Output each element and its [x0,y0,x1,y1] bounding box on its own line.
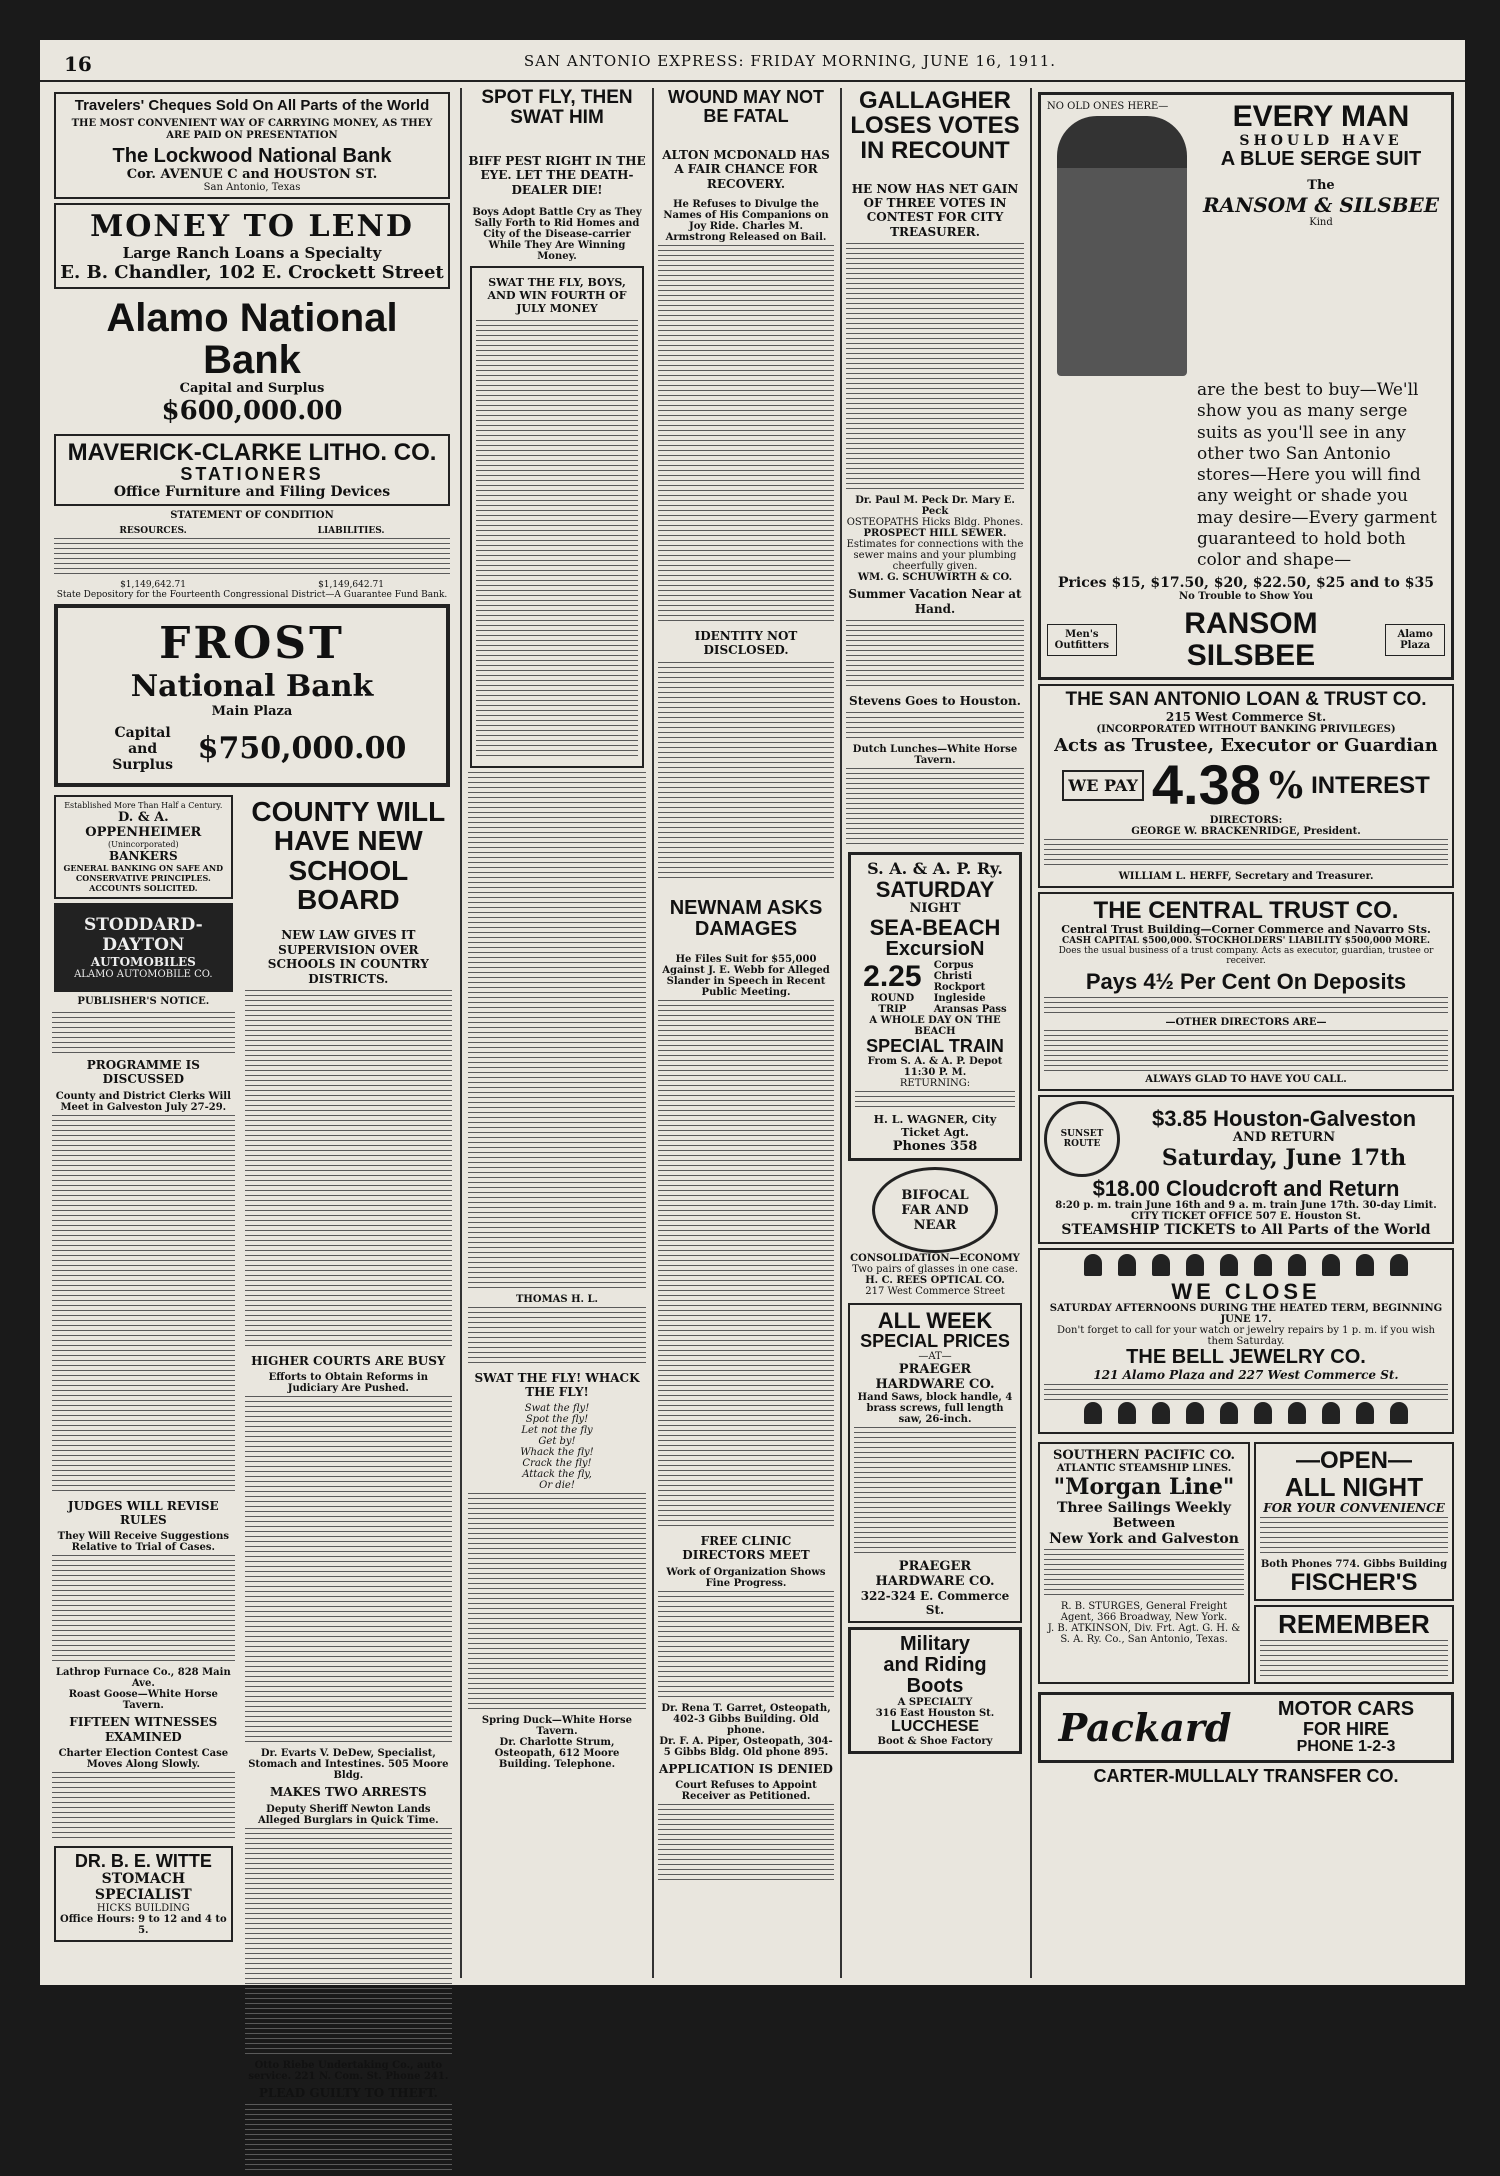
bell-icon [1220,1402,1238,1424]
money-to-lend-ad [54,203,450,289]
prog-head: PROGRAMME IS DISCUSSED [86,1057,200,1087]
notice-title: PUBLISHER'S NOTICE. [77,995,210,1007]
open-l1: —OPEN— [1295,1447,1412,1475]
poem-line: Spot the fly! [525,1414,589,1426]
lockwood-addr: Cor. AVENUE C and HOUSTON ST. [126,166,378,182]
poem-line: Let not the fly [521,1425,593,1437]
poem-title: SWAT THE FLY! WHACK THE FLY! [474,1370,640,1399]
oppenheimer-ad [54,795,233,899]
loan-sec: WILLIAM L. HERFF, Secretary and Treasurer. [1118,870,1374,882]
open-name: FISCHER'S [1290,1568,1418,1596]
rail-from: From S. A. & A. P. Depot 11:30 P. M. [867,1056,1003,1079]
witte-name: DR. B. E. WITTE [74,1851,212,1872]
close-note: Don't forget to call for your watch or jewelry repairs by 1 p. m. if you wish them Saturday. [1056,1325,1435,1348]
morgan-between: Between [1112,1516,1176,1532]
stoddard-sub: AUTOMOBILES [90,954,196,969]
bell-icon [1118,1254,1136,1276]
loan-pct: % [1268,764,1304,807]
strum-card: Dr. Charlotte Strum, Osteopath, 612 Moore Building. Telephone. [494,1737,620,1771]
stoddard-dayton-ad [54,903,233,992]
column-rule [840,88,842,1978]
column-3 [468,88,646,1770]
morgan-line-ad [1038,1442,1250,1684]
loan-addr: 215 West Commerce St. [1165,710,1327,725]
bell-icon [1084,1254,1102,1276]
bell-icon [1390,1254,1408,1276]
dewey-card: Dr. Evarts V. DeDew, Specialist, Stomach and Intestines. 505 Moore Bldg. [248,1748,449,1782]
denied-body [658,1804,834,1884]
lockwood-city: San Antonio, Texas [203,181,301,193]
county-head: COUNTY WILL HAVE NEW SCHOOL BOARD [251,795,446,915]
bifocal-sub: Two pairs of glasses in one case. [852,1264,1018,1276]
fischers-ad [1254,1442,1454,1601]
praeger-addr: 322-324 E. Commerce St. [860,1589,1010,1618]
higher-body [245,1396,452,1746]
bell-icon [1152,1254,1170,1276]
poem-line: Whack the fly! [520,1447,594,1459]
poem-line: Or die! [539,1480,575,1492]
money-agent: E. B. Chandler, 102 E. Crockett Street [60,261,444,283]
every-man-ad [1038,92,1454,680]
boots-name: LUCCHESE [890,1718,979,1736]
letter-body-2 [468,1307,646,1367]
boots-addr: 316 East Houston St. [875,1708,995,1720]
bell-icon [1118,1402,1136,1424]
arrests-sub: Deputy Sheriff Newton Lands Alleged Burglars in Quick Time. [257,1803,439,1826]
witnesses-body [52,1772,235,1842]
rail-dest: Aransas Pass [933,1004,1007,1016]
resources-total: $1,149,642.71 [120,579,186,590]
prog-sub: County and District Clerks Will Meet in Galveston July 27-29. [55,1090,231,1113]
frost-name: FROST [159,617,345,669]
open-body [1260,1517,1448,1557]
sp-office: CITY TICKET OFFICE 507 E. Houston St. [1131,1211,1361,1223]
sp-return: AND RETURN [1232,1130,1336,1146]
everyman-trouble: No Trouble to Show You [1178,591,1314,603]
identity-body [658,662,834,882]
morgan-atk: J. B. ATKINSON, Div. Frt. Agt. G. H. & S. A. Ry. Co., San Antonio, Texas. [1047,1623,1241,1646]
witte-bldg: HICKS BUILDING [96,1903,190,1915]
bell-icon [1254,1254,1272,1276]
rs-right: Alamo Plaza [1385,624,1445,656]
riebe-card: Otto Riebe Undertaking Co., auto service. 221 N. Com. St. Phone 241. [248,2059,449,2082]
everyman-brand: RANSOM & SILSBEE [1202,192,1440,217]
dutch-lunches: Dutch Lunches—White Horse Tavern. [852,744,1018,767]
remember-ad [1254,1605,1454,1684]
loan-director-list [1044,839,1448,869]
everyman-copy: are the best to buy—We'll show you as many serge suits as you'll see in any other two San Antonio stores—Here you will find any weight or shade you may desire—Every garment guaranteed to hold both color and shape— [1197,380,1437,570]
alamo-name: Alamo National Bank [106,295,398,382]
statement-lines [54,538,450,578]
roast-goose: Roast Goose—White Horse Tavern. [68,1689,218,1712]
column-4 [658,88,834,1886]
rail-exc1: SEA-BEACH [869,915,1001,941]
wound-head: WOUND MAY NOT BE FATAL [667,87,824,126]
rail-phones: Phones 358 [892,1139,978,1155]
money-title: MONEY TO LEND [90,208,414,244]
rs-logo: RANSOM SILSBEE [1184,607,1318,672]
wound-body [658,245,834,625]
spot-sub2: Boys Adopt Battle Cry as They Sally Forth to Rid Homes and City of the Disease-carrier While They Are Winning Money. [472,207,642,263]
boots-l2: and Riding [883,1654,987,1677]
liabilities-label: LIABILITIES. [317,525,385,536]
judges-head: JUDGES WILL REVISE RULES [67,1498,219,1527]
spot-sub: BIFF PEST RIGHT IN THE EYE. LET THE DEATH-DEALER DIE! [468,153,646,197]
packard-l2: FOR HIRE [1302,1719,1389,1740]
stevens-body [846,712,1024,742]
bell-icon [1322,1254,1340,1276]
bifocal-text: BIFOCAL FAR AND NEAR [901,1187,969,1233]
witte-line: STOMACH SPECIALIST [94,1871,192,1904]
loan-acts: Acts as Trustee, Executor or Guardian [1054,735,1438,757]
packard-l1: MOTOR CARS [1277,1698,1415,1721]
gallagher-head: GALLAGHER LOSES VOTES IN RECOUNT [850,87,1020,165]
peck-card: Dr. Paul M. Peck Dr. Mary E. Peck [855,495,1015,518]
guilty-head: PLEAD GUILTY TO THEFT. [258,2085,438,2100]
opp-sub: GENERAL BANKING ON SAFE AND CONSERVATIVE PRINCIPLES. ACCOUNTS SOLICITED. [63,862,224,893]
rail-night: NIGHT [909,901,961,917]
lucchese-boots-ad [848,1627,1022,1754]
everyman-tag: NO OLD ONES HERE— [1047,101,1169,112]
opp-est: Established More Than Half a Century. [64,800,223,810]
prospect-sub: Estimates for connections with the sewer mains and your plumbing cheerfully given. [846,539,1024,573]
bell-icon [1288,1402,1306,1424]
central-name: THE CENTRAL TRUST CO. [1093,896,1399,924]
witnesses-head: FIFTEEN WITNESSES EXAMINED [69,1715,218,1744]
frost-bank-ad [54,604,450,787]
newspaper-page [40,40,1465,2100]
identity-head: IDENTITY NOT DISCLOSED. [694,628,798,658]
masthead: SAN ANTONIO EXPRESS: FRIDAY MORNING, JUNE 16, 1911. [523,52,1057,70]
everyman-the: The [1307,177,1335,193]
column-5 [846,88,1024,1758]
stoddard-co: ALAMO AUTOMOBILE CO. [74,968,213,980]
rail-exc2: ExcursioN [885,938,985,961]
bell-icon [1084,1402,1102,1424]
rs-left: Men's Outfitters [1047,624,1117,656]
maverick-sub: Office Furniture and Filing Devices [113,483,391,500]
open-l2: ALL NIGHT [1284,1471,1424,1502]
rail-dest: Rockport [933,982,986,994]
peck-sub: OSTEOPATHS Hicks Bldg. Phones. [846,517,1024,529]
central-officers [1044,997,1448,1015]
boots-sub: Boot & Shoe Factory [877,1736,993,1748]
open-phones: Both Phones 774. Gibbs Building [1260,1558,1448,1570]
sp-cloud: $18.00 Cloudcroft and Return [1092,1176,1400,1202]
rail-special: SPECIAL TRAIN [866,1036,1004,1057]
witte-hours: Office Hours: 9 to 12 and 4 to 5. [60,1914,227,1937]
loan-inc: (INCORPORATED WITHOUT BANKING PRIVILEGES) [1096,724,1396,736]
county-body [245,990,452,1350]
close-title: WE CLOSE [1171,1279,1321,1305]
everyman-kind: Kind [1309,216,1333,228]
central-other: —OTHER DIRECTORS ARE— [1165,1017,1327,1029]
clinic-body [658,1591,834,1701]
loan-trust-ad [1038,684,1454,888]
sp-date: Saturday, June 17th [1161,1145,1407,1172]
higher-sub: Efforts to Obtain Reforms in Judiciary Are Pushed. [268,1372,428,1395]
praeger-item: Hand Saws, block handle, 4 brass screws, full length saw, 26-inch. [857,1392,1013,1426]
vacation-head: Summer Vacation Near at Hand. [848,587,1022,616]
rail-dest: Ingleside [933,993,986,1005]
poem-line: Attack the fly, [522,1469,592,1481]
bell-icon [1254,1402,1272,1424]
everyman-l3: A BLUE SERGE SUIT [1220,147,1422,170]
bell-row [1044,1402,1448,1428]
poem-line: Crack the fly! [522,1458,592,1470]
morgan-agent: R. B. STURGES, General Freight Agent, 366 Broadway, New York. [1060,1601,1228,1624]
prospect-head: PROSPECT HILL SEWER. [863,528,1007,540]
central-always: ALWAYS GLAD TO HAVE YOU CALL. [1145,1074,1347,1086]
boots-l1: Military [899,1633,971,1656]
boots-l3: Boots [906,1675,964,1698]
column-rule [460,88,462,1978]
maverick-name: MAVERICK-CLARKE LITHO. CO. [67,438,437,466]
cheques-sub: THE MOST CONVENIENT WAY OF CARRYING MONEY, AS THEY ARE PAID ON PRESENTATION [71,117,433,141]
county-sub: NEW LAW GIVES IT SUPERVISION OVER SCHOOLS IN COUNTRY DISTRICTS. [267,928,429,986]
frost-capital-label: Capital and Surplus [112,724,174,773]
letter-sign: THOMAS H. L. [515,1293,599,1305]
everyman-prices: Prices $15, $17.50, $20, $22.50, $25 and to $35 [1058,575,1434,592]
morgan-co: SOUTHERN PACIFIC CO. [1052,1448,1236,1464]
schuwirth: WM. G. SCHUWIRTH & CO. [857,572,1013,584]
morgan-sub: ATLANTIC STEAMSHIP LINES. [1056,1463,1232,1475]
sp-steam: STEAMSHIP TICKETS to All Parts of the World [1061,1222,1431,1239]
open-l3: FOR YOUR CONVENIENCE [1263,1500,1445,1515]
praeger-hardware-ad [848,1303,1022,1623]
poem-body [468,1493,646,1713]
arrests-body [245,1828,452,2058]
masthead-bar [40,40,1465,82]
sp-logo: SUNSET ROUTE [1044,1101,1120,1177]
spring-duck: Spring Duck—White Horse Tavern. [481,1715,633,1738]
lockwood-name: The Lockwood National Bank [112,144,392,167]
loan-wepay: WE PAY [1062,770,1144,801]
rail-schedule [855,1091,1015,1111]
column-rule [1030,88,1032,1978]
remember-title: REMEMBER [1278,1609,1430,1640]
witnesses-sub: Charter Election Contest Case Moves Along Slowly. [58,1748,229,1771]
bell-jewelry-ad [1038,1248,1454,1434]
loan-directors: DIRECTORS: [1209,814,1283,826]
southern-pacific-ad [1038,1095,1454,1244]
judges-sub: They Will Receive Suggestions Relative to Trial of Cases. [57,1531,229,1554]
packard-phone: PHONE 1-2-3 [1296,1738,1396,1756]
judges-body [52,1555,235,1665]
column-1 [52,88,452,2176]
boots-spec: A SPECIALTY [897,1697,973,1709]
bell-icon [1220,1254,1238,1276]
lockwood-bank-ad [54,92,450,199]
liabilities-total: $1,149,642.71 [318,579,384,590]
wound-sub: ALTON MCDONALD HAS A FAIR CHANCE FOR RECOVERY. [662,147,830,191]
frost-capital: $750,000.00 [197,731,407,767]
page-number: 16 [64,52,92,76]
central-does: Does the usual business of a trust company. Acts as executor, guardian, trustee or receiver. [1058,946,1434,967]
clinic-head: FREE CLINIC DIRECTORS MEET [682,1533,810,1563]
everyman-l2: SHOULD HAVE [1239,132,1403,149]
statement-title: STATEMENT OF CONDITION [170,509,334,521]
bell-row [1044,1254,1448,1280]
sp-price: $3.85 Houston-Galveston [1151,1106,1417,1132]
man-in-suit-illustration [1057,116,1187,376]
arrests-head: MAKES TWO ARRESTS [269,1785,427,1800]
wound-sub2: He Refuses to Divulge the Names of His Companions on Joy Ride. Charles M. Armstrong Released on Bail. [663,198,829,243]
bell-name: THE BELL JEWELRY CO. [1126,1346,1366,1369]
column-6 [1036,88,1456,1786]
maverick-clarke-ad [54,434,450,506]
rail-round: ROUND TRIP [870,992,915,1015]
praeger-foot: PRAEGER HARDWARE CO. [875,1559,995,1590]
bell-body [1044,1384,1448,1400]
swat-box-title: SWAT THE FLY, BOYS, AND WIN FOURTH OF JULY MONEY [487,276,627,316]
loan-rate: 4.38 [1151,753,1261,817]
opp-name: D. & A. OPPENHEIMER [85,809,202,840]
packard-name: Packard [1058,1705,1232,1751]
praeger-list [854,1427,1016,1557]
opp-type: (Unincorporated) [108,839,179,849]
prog-body [52,1115,235,1495]
gallagher-body [846,243,1024,493]
alamo-bank-ad [54,293,450,430]
rail-whole: A WHOLE DAY ON THE BEACH [869,1015,1001,1038]
bell-addr: 121 Alamo Plaza and 227 West Commerce St. [1093,1368,1399,1383]
column-rule [652,88,654,1978]
rail-day: SATURDAY [875,877,995,903]
stoddard-name: STODDARD-DAYTON [84,914,203,955]
bifocal-econ: CONSOLIDATION—ECONOMY [850,1253,1020,1265]
alamo-capital-label: Capital and Surplus [179,380,325,396]
witte-ad [54,1846,233,1942]
denied-head: APPLICATION IS DENIED [659,1761,833,1776]
newnam-sub: He Files Suit for $55,000 Against J. E. Webb for Alleged Slander in Speech in Recent Public Meeting. [662,953,830,998]
denied-sub: Court Refuses to Appoint Receiver as Petitioned. [675,1779,817,1802]
central-bldg: Central Trust Building—Corner Commerce and Navarro Sts. [1061,923,1431,937]
swat-box [470,266,644,768]
spot-head: SPOT FLY, THEN SWAT HIM [481,87,633,128]
everyman-l1: EVERY MAN [1232,100,1410,133]
bank-statement [54,510,450,600]
bell-icon [1186,1254,1204,1276]
rail-returning: RETURNING: [899,1078,971,1090]
osteo-card-1: Dr. Rena T. Garret, Osteopath, 402-3 Gibbs Building. Old phone. [661,1702,831,1736]
guilty-body [245,2104,452,2174]
central-director-list [1044,1030,1448,1072]
morgan-sail: Three Sailings Weekly [1056,1500,1232,1517]
loan-interest: INTEREST [1311,771,1430,799]
praeger-l1: ALL WEEK [877,1308,993,1334]
maverick-line: STATIONERS [180,463,324,484]
rail-name: S. A. & A. P. Ry. [867,859,1003,879]
rail-dest: Corpus Christi [933,960,974,983]
statement-note: State Depository for the Fourteenth Congressional District—A Guarantee Fund Bank. [56,589,448,600]
alamo-capital: $600,000.00 [161,395,343,426]
packard-ad [1038,1692,1454,1763]
bell-icon [1390,1402,1408,1424]
central-capital: CASH CAPITAL $500,000. STOCKHOLDERS' LIABILITY $500,000 MORE. [1061,936,1431,947]
rees-name: H. C. REES OPTICAL CO. [865,1275,1005,1287]
poem-line: Get by! [538,1436,576,1448]
resources-label: RESOURCES. [119,525,187,536]
praeger-name: PRAEGER HARDWARE CO. [875,1362,995,1393]
newnam-head: NEWNAM ASKS DAMAGES [669,896,823,940]
bifocal-ad [848,1167,1022,1297]
bell-icon [1288,1254,1306,1276]
loan-name: THE SAN ANTONIO LOAN & TRUST CO. [1065,689,1427,711]
money-sub: Large Ranch Loans a Specialty [122,243,382,262]
packard-co: CARTER-MULLALY TRANSFER CO. [1093,1766,1399,1787]
osteo-card-2: Dr. F. A. Piper, Osteopath, 304-5 Gibbs Bldg. Old phone 895. [659,1735,833,1758]
frost-sub: National Bank [130,668,374,704]
praeger-at: —AT— [918,1351,952,1363]
frost-loc: Main Plaza [211,703,293,719]
notice-text [52,1012,235,1054]
bell-icon [1152,1402,1170,1424]
stevens-head: Stevens Goes to Houston. [849,693,1021,708]
sp-trains: 8:20 p. m. train June 16th and 9 a. m. train June 17th. 30-day Limit. [1055,1200,1437,1212]
central-pays: Pays 4½ Per Cent On Deposits [1085,969,1407,995]
central-trust-ad [1038,892,1454,1091]
railway-excursion-ad [848,852,1022,1161]
poem-line: Swat the fly! [524,1403,590,1415]
remember-body [1260,1640,1448,1676]
rail-price: 2.25 [863,960,922,994]
higher-head: HIGHER COURTS ARE BUSY [251,1353,446,1368]
clinic-sub: Work of Organization Shows Fine Progress. [666,1566,826,1589]
rees-addr: 217 West Commerce Street [865,1286,1005,1298]
lathrop: Lathrop Furnace Co., 828 Main Ave. [55,1667,231,1690]
bell-icon [1186,1402,1204,1424]
opp-line: BANKERS [109,848,178,863]
bell-icon [1356,1254,1374,1276]
loan-pres: GEORGE W. BRACKENRIDGE, President. [1131,825,1361,837]
humane-body [846,768,1024,848]
vacation-body [846,620,1024,690]
bell-icon [1322,1402,1340,1424]
morgan-route: New York and Galveston [1049,1531,1239,1548]
bell-icon [1356,1402,1374,1424]
swat-box-body [476,320,638,760]
rail-agent: H. L. WAGNER, City Ticket Agt. [873,1113,997,1140]
column-2 [245,791,452,2176]
praeger-l2: SPECIAL PRICES [860,1331,1010,1352]
letter-body [468,772,646,1292]
gallagher-sub: HE NOW HAS NET GAIN OF THREE VOTES IN CONTEST FOR CITY TREASURER. [851,181,1019,239]
morgan-name: "Morgan Line" [1053,1474,1235,1501]
morgan-body [1044,1549,1244,1599]
close-sub: SATURDAY AFTERNOONS DURING THE HEATED TERM, BEGINNING JUNE 17. [1049,1303,1443,1326]
newnam-body [658,1000,834,1530]
cheques-title: Travelers' Cheques Sold On All Parts of the World [74,97,430,114]
